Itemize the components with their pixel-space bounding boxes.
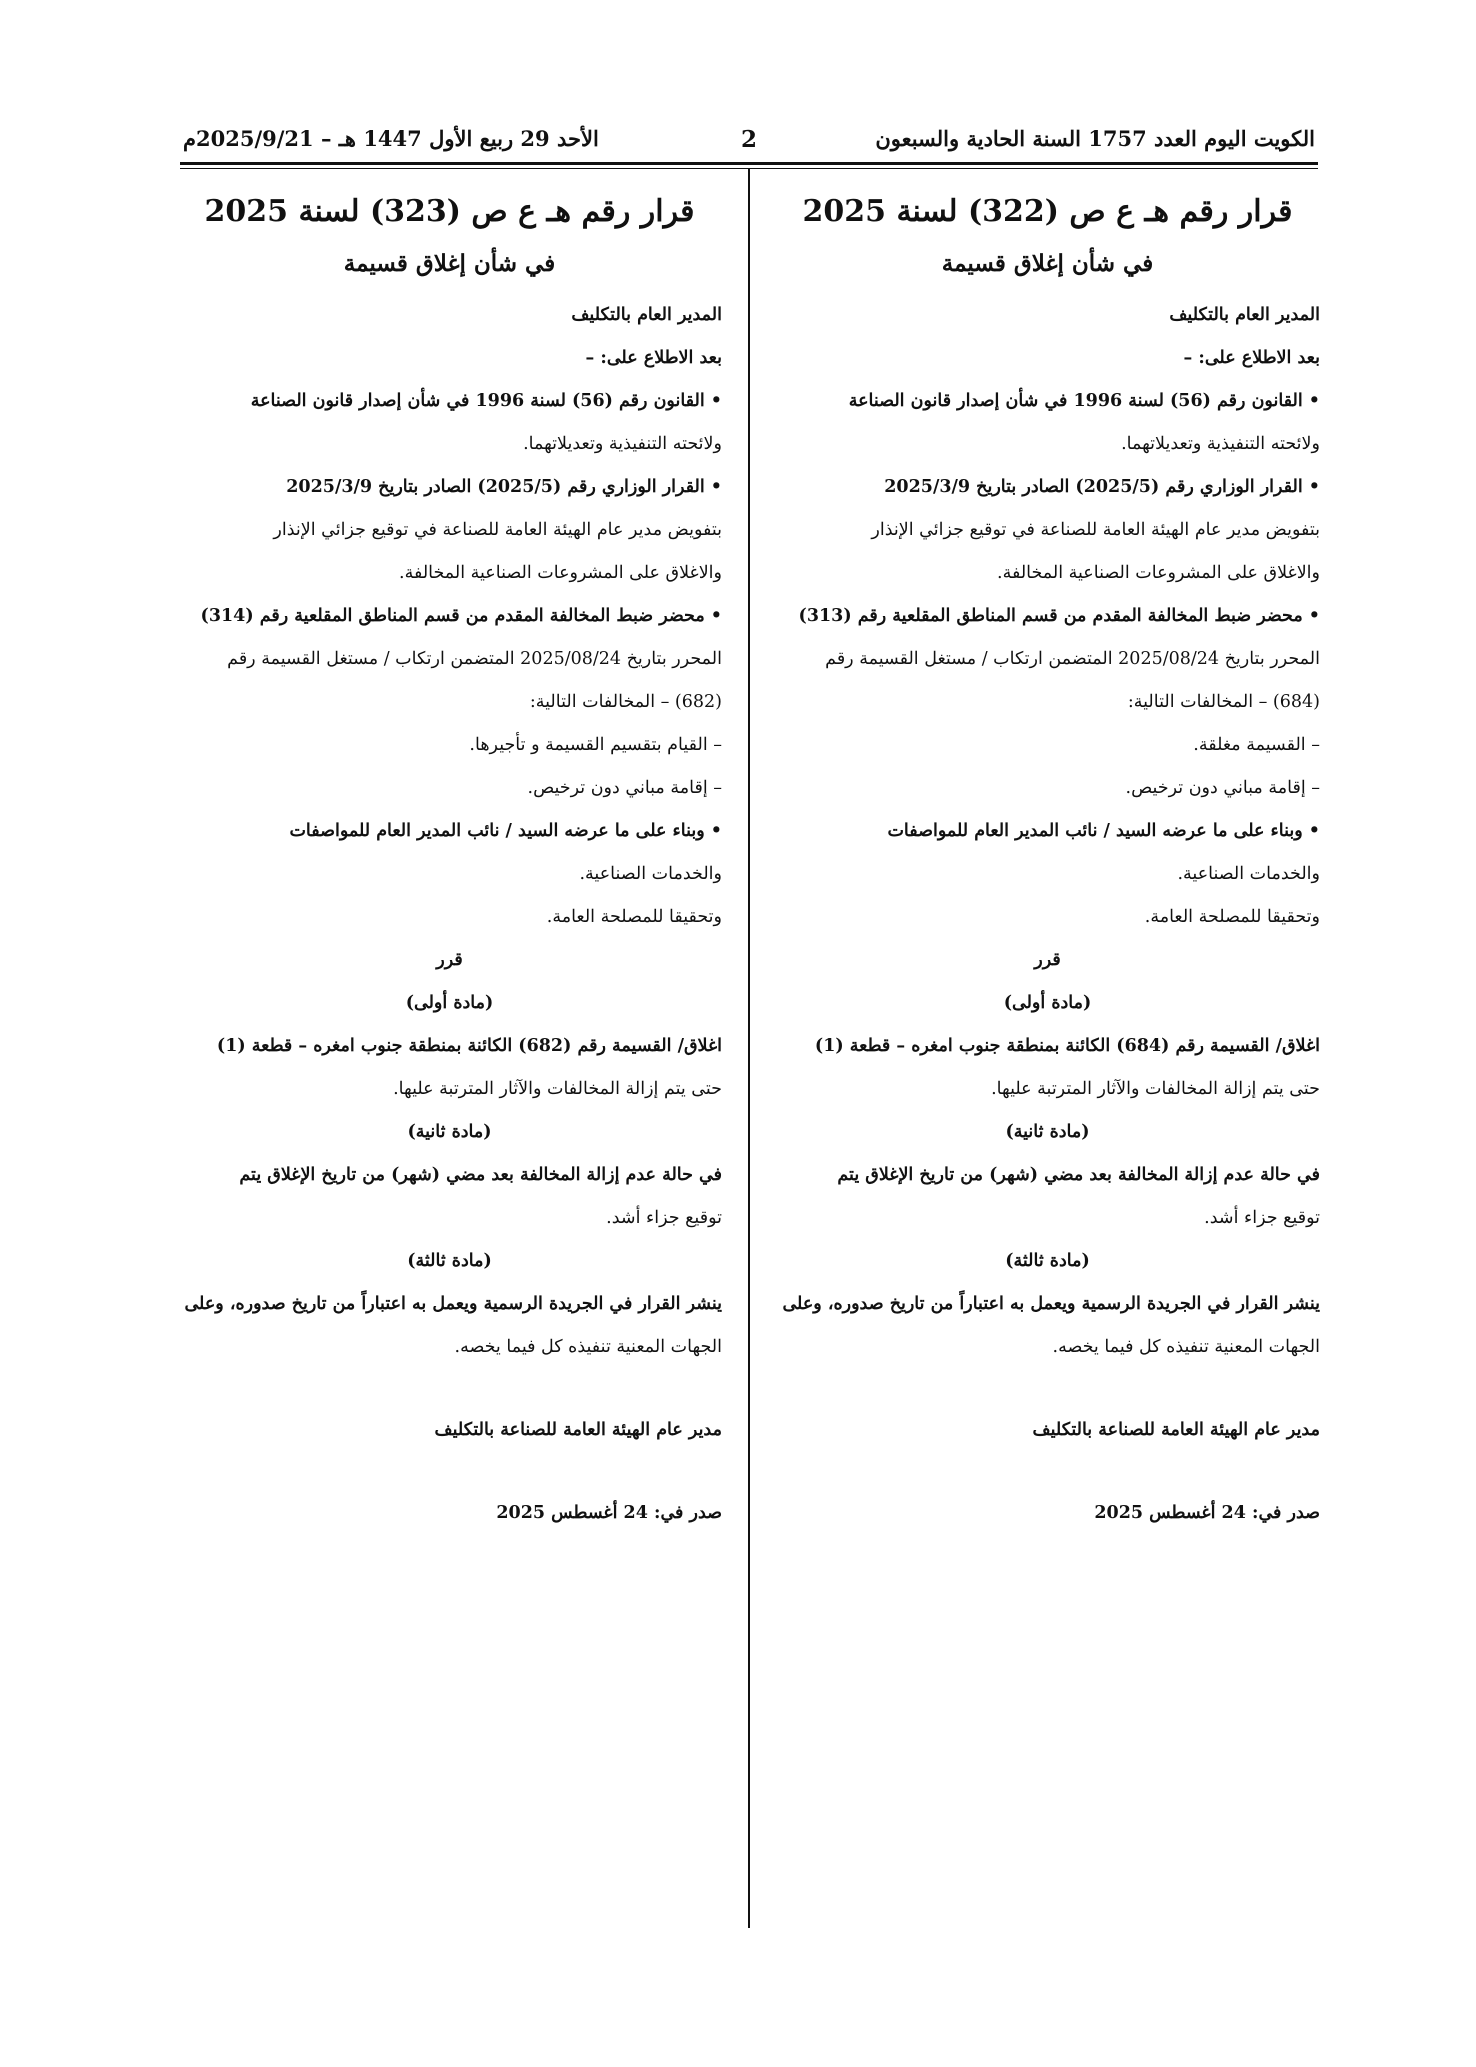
public-interest-line: وتحقيقا للمصلحة العامة. — [1144, 907, 1320, 927]
report-line-2: المحرر بتاريخ 2025/08/24 المتضمن ارتكاب / مستغل القسيمة رقم — [227, 649, 722, 669]
article-2-line-2: توقيع جزاء أشد. — [606, 1208, 722, 1228]
decision-title: قرار رقم هـ ع ص (322) لسنة 2025 — [802, 194, 1293, 229]
signer-line: مدير عام الهيئة العامة للصناعة بالتكليف — [1032, 1420, 1320, 1440]
report-line-1: • محضر ضبط المخالفة المقدم من قسم المناطق المقلعية رقم (313) — [798, 606, 1320, 626]
header-rule-thick — [180, 162, 1318, 165]
issued-date: صدر في: 24 أغسطس 2025 — [1094, 1503, 1320, 1523]
after-review-line: بعد الاطلاع على: – — [1183, 348, 1320, 368]
article-1-title: (مادة أولى) — [1003, 993, 1092, 1013]
report-line-3: (682) – المخالفات التالية: — [529, 692, 722, 712]
article-1-line-1: اغلاق/ القسيمة رقم (682) الكائنة بمنطقة جنوب امغره – قطعة (1) — [216, 1036, 722, 1056]
law-line-2: ولائحته التنفيذية وتعديلاتهما. — [523, 434, 722, 454]
article-3-line-1: ينشر القرار في الجريدة الرسمية ويعمل به اعتباراً من تاريخ صدوره، وعلى — [184, 1294, 722, 1314]
ministerial-line-1: • القرار الوزاري رقم (2025/5) الصادر بتاريخ 2025/3/9 — [286, 477, 722, 497]
page-header — [183, 118, 1315, 160]
ministerial-line-3: والاغلاق على المشروعات الصناعية المخالفة. — [399, 563, 722, 583]
decision-323-column — [177, 182, 722, 1535]
decided-heading: قرر — [436, 950, 463, 970]
violation-1: – القسيمة مغلقة. — [1193, 735, 1320, 755]
article-2-line-1: في حالة عدم إزالة المخالفة بعد مضي (شهر) من تاريخ الإغلاق يتم — [239, 1165, 722, 1185]
public-interest-line: وتحقيقا للمصلحة العامة. — [546, 907, 722, 927]
ministerial-line-2: بتفويض مدير عام الهيئة العامة للصناعة في توقيع جزائي الإنذار — [871, 520, 1320, 540]
article-1-line-1: اغلاق/ القسيمة رقم (684) الكائنة بمنطقة جنوب امغره – قطعة (1) — [814, 1036, 1320, 1056]
based-line-1: • وبناء على ما عرضه السيد / نائب المدير العام للمواصفات — [887, 821, 1320, 841]
decision-322-column — [775, 182, 1320, 1535]
article-2-title: (مادة ثانية) — [1005, 1122, 1090, 1142]
ministerial-line-2: بتفويض مدير عام الهيئة العامة للصناعة في توقيع جزائي الإنذار — [273, 520, 722, 540]
report-line-3: (684) – المخالفات التالية: — [1127, 692, 1320, 712]
decision-subtitle: في شأن إغلاق قسيمة — [941, 250, 1154, 277]
issued-date: صدر في: 24 أغسطس 2025 — [496, 1503, 722, 1523]
header-date: الأحد 29 ربيع الأول 1447 هـ – 2025/9/21م — [183, 126, 599, 151]
article-1-title: (مادة أولى) — [405, 993, 494, 1013]
signer-line: مدير عام الهيئة العامة للصناعة بالتكليف — [434, 1420, 722, 1440]
director-line: المدير العام بالتكليف — [1169, 305, 1320, 325]
article-2-line-1: في حالة عدم إزالة المخالفة بعد مضي (شهر) من تاريخ الإغلاق يتم — [837, 1165, 1320, 1185]
violation-1: – القيام بتقسيم القسيمة و تأجيرها. — [469, 735, 722, 755]
decision-subtitle: في شأن إغلاق قسيمة — [343, 250, 556, 277]
article-3-line-2: الجهات المعنية تنفيذه كل فيما يخصه. — [1052, 1337, 1320, 1357]
report-line-1: • محضر ضبط المخالفة المقدم من قسم المناطق المقلعية رقم (314) — [200, 606, 722, 626]
article-3-line-2: الجهات المعنية تنفيذه كل فيما يخصه. — [454, 1337, 722, 1357]
based-line-1: • وبناء على ما عرضه السيد / نائب المدير العام للمواصفات — [289, 821, 722, 841]
article-3-line-1: ينشر القرار في الجريدة الرسمية ويعمل به اعتباراً من تاريخ صدوره، وعلى — [782, 1294, 1320, 1314]
article-2-title: (مادة ثانية) — [407, 1122, 492, 1142]
decision-title: قرار رقم هـ ع ص (323) لسنة 2025 — [204, 194, 695, 229]
article-1-line-2: حتى يتم إزالة المخالفات والآثار المترتبة عليها. — [393, 1079, 722, 1099]
law-line-1: • القانون رقم (56) لسنة 1996 في شأن إصدار قانون الصناعة — [848, 391, 1320, 411]
article-3-title: (مادة ثالثة) — [1005, 1251, 1090, 1271]
after-review-line: بعد الاطلاع على: – — [585, 348, 722, 368]
article-2-line-2: توقيع جزاء أشد. — [1204, 1208, 1320, 1228]
decided-heading: قرر — [1034, 950, 1061, 970]
based-line-2: والخدمات الصناعية. — [579, 864, 722, 884]
header-page-number: 2 — [740, 126, 758, 153]
based-line-2: والخدمات الصناعية. — [1177, 864, 1320, 884]
director-line: المدير العام بالتكليف — [571, 305, 722, 325]
ministerial-line-3: والاغلاق على المشروعات الصناعية المخالفة. — [997, 563, 1320, 583]
header-issue-info: الكويت اليوم العدد 1757 السنة الحادية والسبعون — [875, 126, 1315, 151]
violation-2: – إقامة مباني دون ترخيص. — [1125, 778, 1320, 798]
article-3-title: (مادة ثالثة) — [407, 1251, 492, 1271]
law-line-1: • القانون رقم (56) لسنة 1996 في شأن إصدار قانون الصناعة — [250, 391, 722, 411]
ministerial-line-1: • القرار الوزاري رقم (2025/5) الصادر بتاريخ 2025/3/9 — [884, 477, 1320, 497]
violation-2: – إقامة مباني دون ترخيص. — [527, 778, 722, 798]
law-line-2: ولائحته التنفيذية وتعديلاتهما. — [1121, 434, 1320, 454]
article-1-line-2: حتى يتم إزالة المخالفات والآثار المترتبة عليها. — [991, 1079, 1320, 1099]
column-divider — [748, 168, 750, 1928]
report-line-2: المحرر بتاريخ 2025/08/24 المتضمن ارتكاب / مستغل القسيمة رقم — [825, 649, 1320, 669]
